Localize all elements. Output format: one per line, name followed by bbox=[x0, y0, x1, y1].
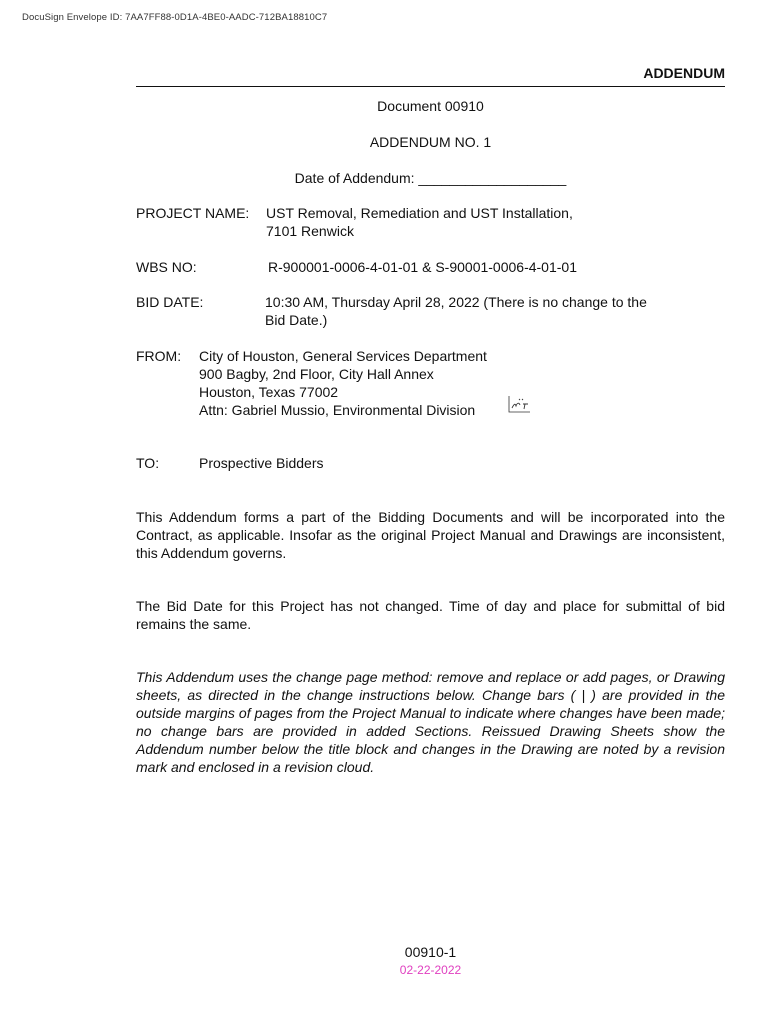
addendum-number: ADDENDUM NO. 1 bbox=[369, 134, 492, 150]
bid-date-label: BID DATE: bbox=[136, 294, 204, 310]
to-value: Prospective Bidders bbox=[199, 455, 324, 471]
from-line3: Houston, Texas 77002 bbox=[199, 384, 339, 400]
project-name-label: PROJECT NAME: bbox=[136, 205, 250, 221]
addendum-heading: ADDENDUM bbox=[643, 65, 725, 81]
paragraph-forms-part: This Addendum forms a part of the Bidding Documents and will be incorporated into the Contract, as applicable. Insofar as the original Project Manual and Drawings are inconsistent, this Addendum governs. bbox=[136, 509, 725, 561]
from-label: FROM: bbox=[136, 348, 182, 364]
from-line4: Attn: Gabriel Mussio, Environmental Division bbox=[199, 402, 476, 418]
from-line1: City of Houston, General Services Department bbox=[199, 348, 487, 364]
project-name-line2: 7101 Renwick bbox=[266, 223, 354, 239]
bid-date-line1: 10:30 AM, Thursday April 28, 2022 (There is no change to the bbox=[265, 294, 647, 310]
from-line2: 900 Bagby, 2nd Floor, City Hall Annex bbox=[199, 366, 434, 382]
page-number: 00910-1 bbox=[404, 944, 457, 960]
date-stamp: 02-22-2022 bbox=[399, 963, 462, 977]
wbs-label: WBS NO: bbox=[136, 259, 197, 275]
docusign-envelope-id: DocuSign Envelope ID: 7AA7FF88-0D1A-4BE0-AADC-712BA18810C7 bbox=[22, 12, 328, 23]
header-rule bbox=[136, 86, 725, 87]
paragraph-change-method: This Addendum uses the change page method: remove and replace or add pages, or Drawing sheets, as directed in the change instructions below. Change bars ( | ) are provided in the outside margins of pages from the Project Manual to indicate where changes have been made; no change bars are provided in added Sections. Reissued Drawing Sheets show the Addendum number below the title block and changes in the Drawing are noted by a revision mark and enclosed in a revision cloud. bbox=[136, 669, 725, 775]
wbs-value: R-900001-0006-4-01-01 & S-90001-0006-4-01-01 bbox=[268, 259, 577, 275]
addendum-date-line: Date of Addendum: ___________________ bbox=[294, 170, 567, 186]
project-name-line1: UST Removal, Remediation and UST Installation, bbox=[266, 205, 573, 221]
document-number: Document 00910 bbox=[377, 98, 484, 114]
bid-date-line2: Bid Date.) bbox=[265, 312, 328, 328]
paragraph-bid-date: The Bid Date for this Project has not changed. Time of day and place for submittal of bid remains the same. bbox=[136, 598, 725, 632]
initials-signature-icon bbox=[506, 394, 532, 416]
to-label: TO: bbox=[136, 455, 160, 471]
